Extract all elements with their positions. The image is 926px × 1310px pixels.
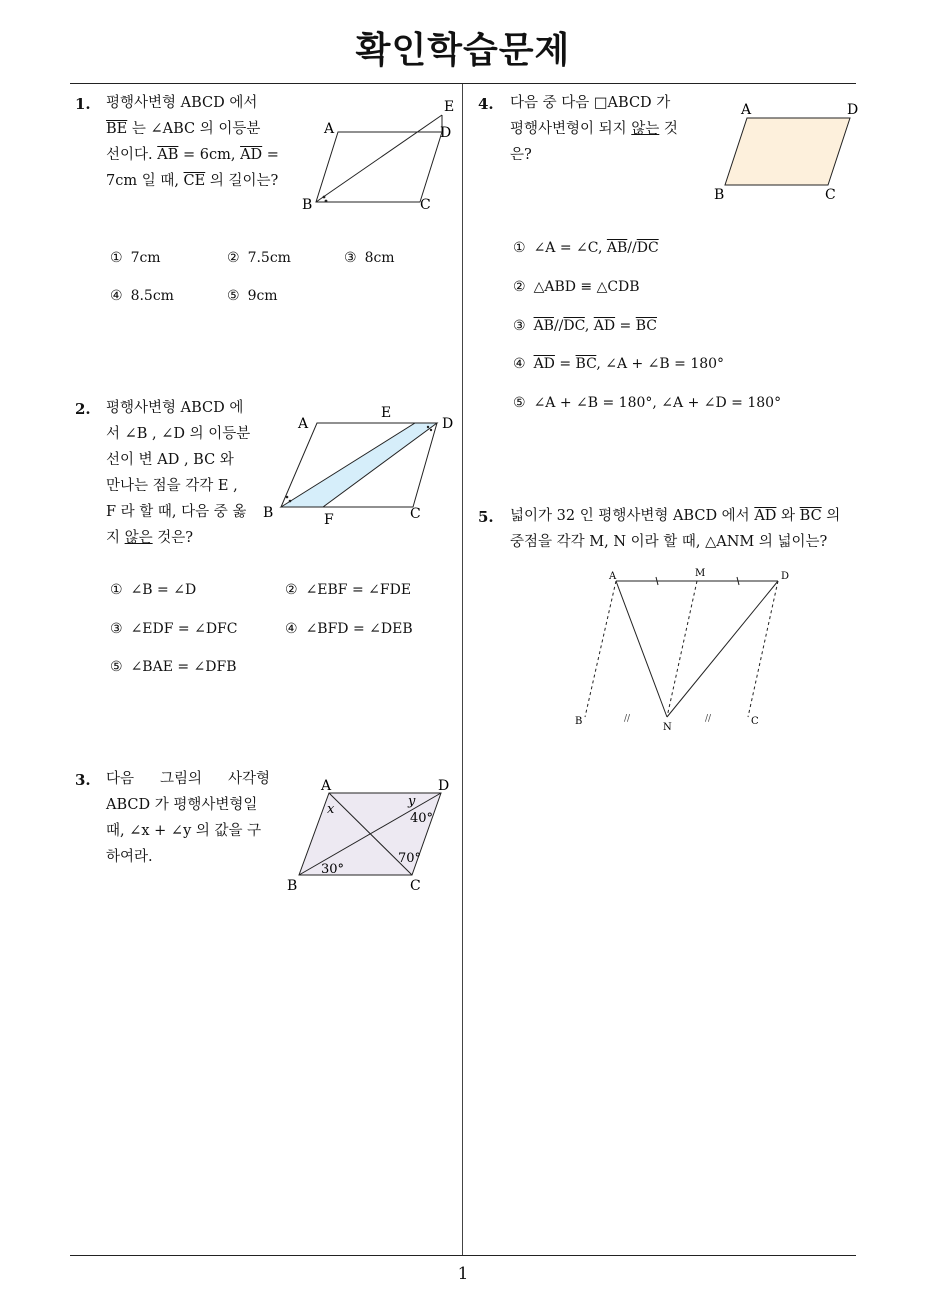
- label-c: C: [410, 878, 421, 894]
- choice-number: ①: [513, 240, 526, 256]
- choice-text: //: [553, 318, 564, 334]
- text: 와: [776, 508, 800, 524]
- choice[interactable]: [513, 279, 640, 295]
- choice-text: 7.5cm: [247, 250, 291, 266]
- choice-number: ⑤: [110, 659, 123, 675]
- page-number: 1: [457, 1264, 469, 1284]
- angle-mark: [430, 429, 432, 431]
- choice[interactable]: [513, 395, 781, 411]
- tick-mark: //: [705, 714, 712, 724]
- shaded-region: [281, 423, 437, 507]
- choice[interactable]: [110, 621, 237, 637]
- angle-mark: [427, 426, 429, 428]
- text-line: [510, 116, 695, 142]
- choice[interactable]: [110, 659, 237, 675]
- label-e: E: [381, 405, 392, 421]
- angle-70-label: 70°: [398, 851, 422, 866]
- label-a: A: [298, 416, 309, 432]
- text-line: 만나는 점을 각각 E ,: [106, 478, 238, 494]
- choice-number: ④: [285, 621, 298, 637]
- choice-text: =: [554, 356, 576, 372]
- parallelogram-shape: [316, 132, 442, 202]
- label-a: A: [609, 571, 617, 582]
- choice-number: ②: [285, 582, 298, 598]
- choice-number: ②: [513, 279, 526, 295]
- text-line: 은?: [510, 147, 532, 163]
- choice[interactable]: [344, 250, 395, 266]
- choice-number: ①: [110, 582, 123, 598]
- angle-mark: [289, 500, 292, 503]
- segment: $\overline{AD}$: [533, 356, 555, 372]
- label-m: M: [695, 568, 706, 579]
- label-c: C: [825, 187, 836, 203]
- label-x: x: [327, 802, 335, 817]
- question-text: [510, 503, 870, 555]
- label-a: A: [324, 121, 335, 137]
- segment: $\overline{BC}$: [635, 318, 657, 334]
- text-line: 중점을 각각 M, N 이라 할 때, △ANM 의 넓이는?: [510, 534, 828, 550]
- text: 의 길이는?: [205, 173, 279, 189]
- label-d: D: [442, 416, 454, 432]
- side-dc: [748, 581, 778, 717]
- text-line: [106, 142, 281, 168]
- choice-text: ∠A = ∠C,: [533, 240, 607, 256]
- segment: $\overline{DC}$: [636, 240, 659, 256]
- choice-number: ④: [513, 356, 526, 372]
- angle-mark: [325, 200, 328, 203]
- segment: $\overline{AD}$: [593, 318, 616, 334]
- choice-number: ③: [110, 621, 123, 637]
- text: 넓이가 32 인 평행사변형 ABCD 에서: [510, 508, 755, 524]
- label-d: D: [847, 102, 859, 118]
- choice-number: ⑤: [227, 288, 240, 304]
- text: 7cm 일 때,: [106, 173, 179, 189]
- label-b: B: [302, 197, 313, 213]
- choice-text: ∠EDF = ∠DFC: [130, 621, 238, 637]
- choice[interactable]: [513, 356, 724, 372]
- bisector-line: [316, 115, 442, 202]
- text-line: 평행사변형 ABCD 에서: [106, 95, 258, 111]
- text-line: 다음 중 다음 □ABCD 가: [510, 95, 671, 111]
- label-b: B: [714, 187, 725, 203]
- text-line: 다음 그림의 사각형: [106, 771, 270, 787]
- choice-number: ④: [110, 288, 123, 304]
- q1-diagram: [298, 95, 462, 215]
- text: = 6cm,: [178, 147, 236, 163]
- choice-text: ,: [584, 318, 594, 334]
- question-text: [106, 90, 281, 194]
- angle-40-label: 40°: [410, 811, 434, 826]
- choice[interactable]: [110, 582, 196, 598]
- text: 것: [663, 121, 678, 137]
- question-number: 5.: [478, 508, 494, 526]
- choice-text: =: [615, 318, 636, 334]
- choice[interactable]: [110, 250, 161, 266]
- choice[interactable]: [110, 288, 174, 304]
- text: 평행사변형이 되지: [510, 121, 627, 137]
- label-c: C: [410, 506, 421, 522]
- choice-text: 8cm: [364, 250, 395, 266]
- text-line: [510, 503, 870, 529]
- label-f: F: [324, 512, 334, 528]
- text: 지: [106, 530, 121, 546]
- question-number: 2.: [75, 400, 91, 418]
- tick-mark: //: [624, 714, 631, 724]
- label-a: A: [741, 102, 752, 118]
- top-rule: [70, 83, 856, 84]
- segment: $\overline{AB}$: [533, 318, 554, 334]
- angle-mark: [323, 196, 326, 199]
- text-line: 서 ∠B , ∠D 의 이등분: [106, 426, 251, 442]
- text: 의: [821, 508, 841, 524]
- choice[interactable]: [513, 318, 657, 334]
- choice-text: ∠BFD = ∠DEB: [305, 621, 413, 637]
- text-line: [106, 525, 256, 551]
- label-e: E: [444, 99, 455, 115]
- choice-text: 8.5cm: [130, 288, 174, 304]
- label-c: C: [420, 197, 431, 213]
- segment: $\overline{BE}$: [106, 121, 128, 137]
- choice-text: 9cm: [247, 288, 278, 304]
- segment: $\overline{BC}$: [799, 508, 822, 524]
- question-text: [106, 766, 270, 870]
- text-line: 때, ∠x + ∠y 의 값을 구: [106, 823, 262, 839]
- question-number: 1.: [75, 95, 91, 113]
- text-line: [106, 116, 281, 142]
- segment-an: [616, 581, 667, 717]
- bottom-rule: [70, 1255, 856, 1256]
- choice-text: , ∠A + ∠B = 180°: [596, 356, 725, 372]
- label-b: B: [263, 505, 274, 521]
- parallelogram-shape: [725, 118, 850, 185]
- text-line: F 라 할 때, 다음 중 옳: [106, 504, 247, 520]
- choice-text: ∠EBF = ∠FDE: [305, 582, 412, 598]
- q2-diagram: [260, 400, 460, 530]
- label-y: y: [408, 794, 416, 809]
- question-number: 3.: [75, 771, 91, 789]
- angle-mark: [286, 496, 289, 499]
- label-a: A: [321, 778, 332, 794]
- q3-diagram: [285, 775, 455, 895]
- text: =: [262, 147, 279, 163]
- text: 선이다.: [106, 147, 153, 163]
- text-line: ABCD 가 평행사변형일: [106, 797, 258, 813]
- segment: $\overline{BC}$: [575, 356, 597, 372]
- choice-text: ∠BAE = ∠DFB: [130, 659, 237, 675]
- label-c: C: [751, 716, 759, 727]
- q4-diagram: [705, 98, 865, 208]
- text-line: [106, 168, 281, 194]
- segment: $\overline{AD}$: [754, 508, 777, 524]
- choice-text: 7cm: [130, 250, 161, 266]
- choice[interactable]: [227, 288, 278, 304]
- label-b: B: [287, 878, 298, 894]
- segment: $\overline{DC}$: [563, 318, 585, 334]
- label-d: D: [781, 571, 790, 582]
- text-line: 선이 변 AD , BC 와: [106, 452, 234, 468]
- choice[interactable]: [513, 240, 659, 256]
- segment: $\overline{CE}$: [183, 173, 206, 189]
- label-n: N: [663, 722, 672, 733]
- segment-mn: [667, 581, 697, 717]
- text: 는 ∠ABC 의 이등분: [127, 121, 261, 137]
- label-d: D: [440, 125, 452, 141]
- choice-number: ③: [513, 318, 526, 334]
- choice-number: ③: [344, 250, 357, 266]
- segment: $\overline{AD}$: [240, 147, 263, 163]
- choice-number: ①: [110, 250, 123, 266]
- question-text: [510, 90, 695, 168]
- question-number: 4.: [478, 95, 494, 113]
- choice[interactable]: [285, 582, 411, 598]
- choice[interactable]: [227, 250, 291, 266]
- angle-30-label: 30°: [321, 862, 345, 877]
- underlined-text: 않은: [124, 530, 153, 546]
- side-ab: [585, 581, 616, 717]
- text-line: 하여라.: [106, 849, 153, 865]
- segment: $\overline{AB}$: [606, 240, 628, 256]
- choice-text: ∠B = ∠D: [130, 582, 197, 598]
- choice-text: △ABD ≡ △CDB: [533, 279, 640, 295]
- choice-text: //: [627, 240, 637, 256]
- page-title: 확인학습문제: [355, 30, 571, 71]
- choice-number: ⑤: [513, 395, 526, 411]
- column-divider: [462, 84, 463, 1256]
- choice[interactable]: [285, 621, 413, 637]
- segment: $\overline{AB}$: [157, 147, 179, 163]
- text-line: 평행사변형 ABCD 에: [106, 400, 244, 416]
- segment-nd: [667, 581, 778, 717]
- choice-number: ②: [227, 250, 240, 266]
- choice-text: ∠A + ∠B = 180°, ∠A + ∠D = 180°: [533, 395, 782, 411]
- label-b: B: [575, 716, 583, 727]
- underlined-text: 않는: [631, 121, 660, 137]
- q5-diagram: [570, 565, 800, 740]
- question-text: [106, 395, 256, 551]
- text: 것은?: [157, 530, 194, 546]
- label-d: D: [438, 778, 450, 794]
